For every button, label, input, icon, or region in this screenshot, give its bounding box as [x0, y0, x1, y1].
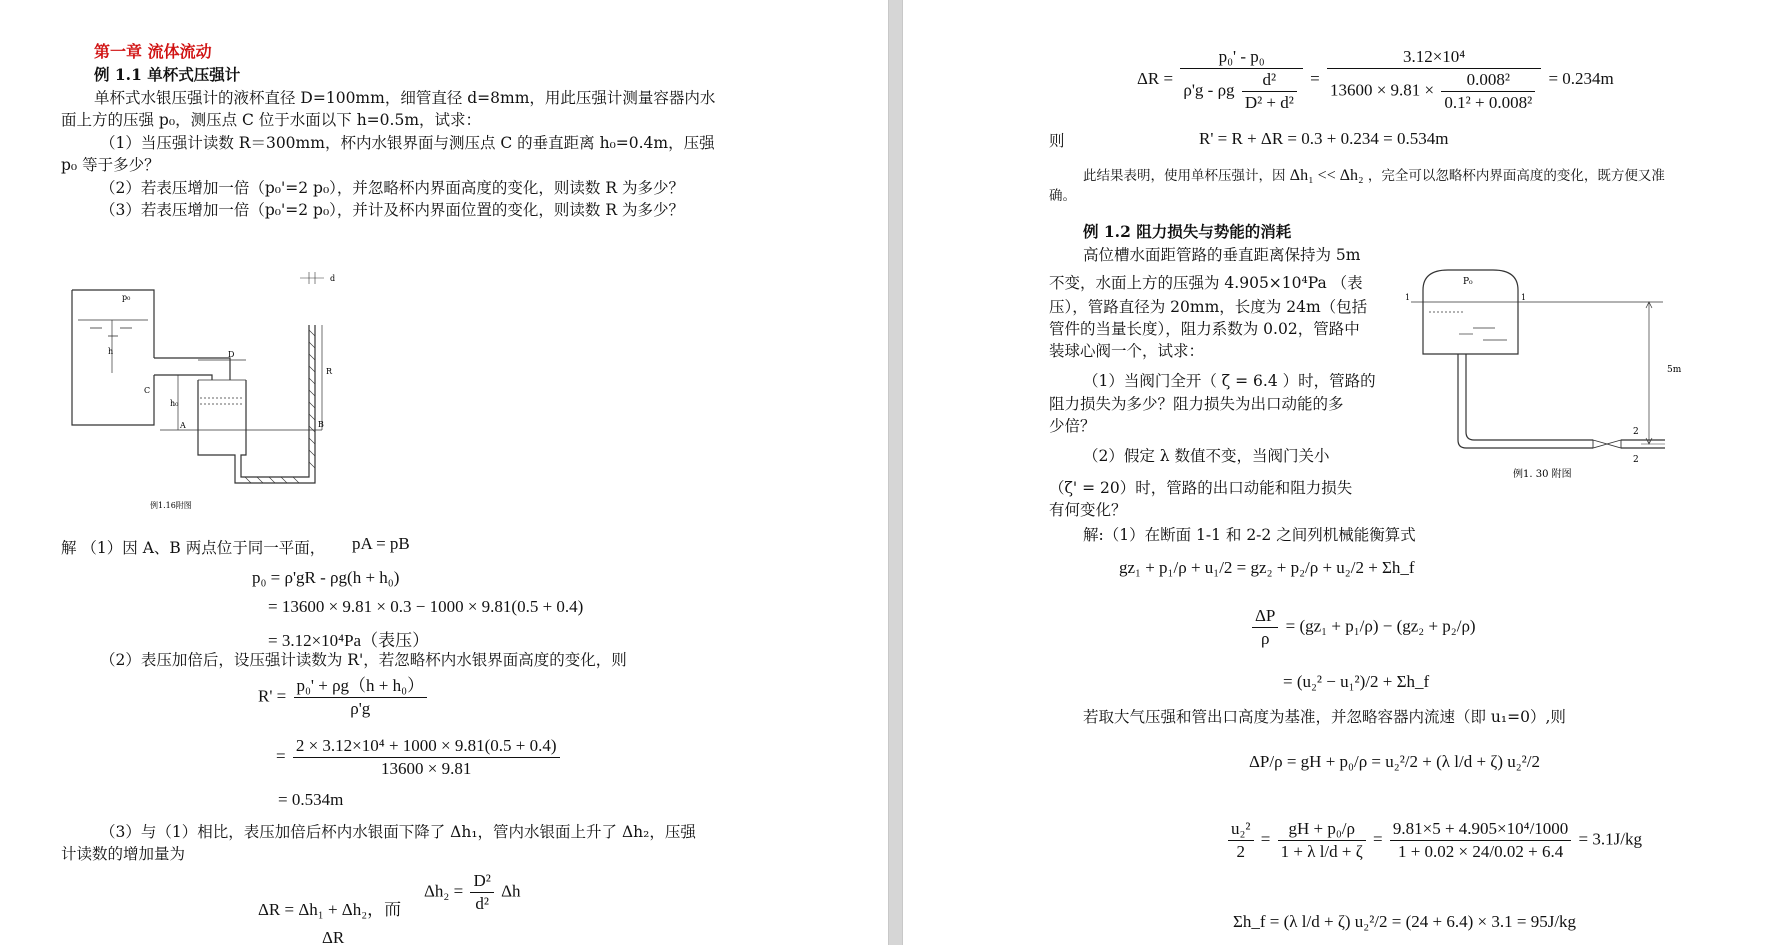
right-page	[903, 0, 1775, 945]
label-B: B	[318, 420, 324, 429]
eq-sum-hf: Σh_f = (λ l/d + ζ) u₂²/2 = (24 + 6.4) × 3.1 = 95J/kg	[1233, 912, 1577, 931]
eq-delta-h2-num: D²	[470, 870, 493, 893]
eq-delta-p-rho-num: ΔP	[1252, 605, 1278, 628]
problem2-line-10: （ζ' = 20）时，管路的出口动能和阻力损失	[1049, 479, 1353, 497]
solution-step2-text: （2）表压加倍后，设压强计读数为 R'，若忽略杯内水银界面高度的变化，则	[100, 651, 627, 669]
eq-delta-r-top	[1137, 46, 1614, 114]
label-5m: 5m	[1667, 365, 1682, 375]
figure-caption-1-30: 例1. 30 附图	[1513, 469, 1572, 480]
eq-delta-r-top-frac1	[1180, 46, 1303, 114]
eq-delta-p-rho	[1249, 605, 1476, 650]
eq-r-prime-result: = 0.534m	[278, 790, 344, 809]
problem-line-4: p₀ 等于多少？	[61, 156, 160, 174]
eq-u2-formula: $\frac{\text{u₂²}}{2}$ = $\frac{\text{gH + p₀/ρ}}{\text{1 + λ l/d + ζ}}$ = $\frac{\text{9.81×5 + 4.905×10⁴/1000}}{1 + 0.02 \times 24/0.02 + 6.4}$ = 3.1J/kg	[1225, 818, 1642, 863]
eq-delta-r-top-inner-frac2	[1441, 69, 1535, 114]
eq-r-prime-den: ρ'g	[350, 699, 371, 718]
eq-delta-h2-den: d²	[475, 894, 489, 913]
eq-delta-r-top-frac2-den	[1327, 69, 1541, 114]
conclusion-text-b: ，完全可以忽略杯内界面高度的变化，既方便又准	[1367, 168, 1665, 184]
eq-p0: p₀ = ρ'gR - ρg(h + h₀)	[252, 568, 400, 587]
eq-r-prime-calc-fraction	[293, 735, 560, 780]
eq-delta-r-top-result: = 0.234m	[1548, 68, 1614, 88]
example-1-1-title: 例 1.1 单杯式压强计	[94, 65, 241, 84]
eq-r-prime-fraction	[294, 675, 428, 720]
eq-u2-frac-lhs: $\frac{\text{u₂²}}{2}$	[1228, 818, 1254, 863]
eq-delta-r-top-inner-frac2-num: 0.008²	[1441, 69, 1535, 92]
eq-delta-h2	[424, 870, 521, 915]
eq-delta-r-top-frac2-num: 3.12×10⁴	[1327, 46, 1541, 69]
eq-p0-calc: = 13600 × 9.81 × 0.3 − 1000 × 9.81(0.5 + 0.4)	[268, 597, 584, 616]
eq-delta-r-top-frac1-den	[1180, 69, 1303, 114]
solution2-note: 若取大气压强和管出口高度为基准，并忽略容器内流速（即 u₁=0）,则	[1083, 708, 1566, 726]
eq-delta-r-top-inner-frac1-num: d²	[1242, 69, 1297, 92]
eq-r-prime-num: p₀' + ρg（h + h₀）	[294, 675, 428, 698]
eq-delta-p-rho-rhs: = (gz₁ + p₁/ρ) − (gz₂ + p₂/ρ)	[1285, 616, 1476, 636]
eq-u2-frac-a: $\frac{\text{gH + p₀/ρ}}{\text{1 + λ l/d + ζ}}$	[1278, 818, 1366, 863]
eq-r-prime-calc-lhs: =	[276, 746, 286, 766]
eq-gh: ΔP/ρ = gH + p₀/ρ = u₂²/2 + (λ l/d + ζ) u₂²/2	[1249, 752, 1540, 771]
label-A: A	[180, 421, 186, 430]
label-p0: p₀	[122, 293, 131, 302]
problem2-line-1: 高位槽水面距管路的垂直距离保持为 5m	[1083, 246, 1361, 264]
conclusion-text-a: 此结果表明，使用单杯压强计，因	[1083, 168, 1286, 184]
problem2-line-9: （2）假定 λ 数值不变，当阀门关小	[1083, 447, 1330, 465]
problem-line-3: （1）当压强计读数 R＝300mm，杯内水银界面与测压点 C 的垂直距离 h₀=0.4m，压强	[100, 134, 715, 152]
conclusion-eq: Δh₁ << Δh₂	[1289, 167, 1364, 184]
eq-delta-h2-rhs: Δh	[501, 881, 521, 901]
page-gutter	[888, 0, 903, 945]
eq-r-prime-calc-num: 2 × 3.12×10⁴ + 1000 × 9.81(0.5 + 0.4)	[293, 735, 560, 758]
label-P0: P₀	[1463, 277, 1473, 287]
manometer-figure	[60, 270, 360, 515]
eq-r-prime	[258, 675, 430, 720]
eq-p0-result: = 3.12×10⁴Pa（表压）	[268, 631, 430, 650]
label-1-right: 1	[1521, 293, 1527, 302]
solution-step3-text-b: 计读数的增加量为	[61, 845, 186, 863]
solution-step3-text-a: （3）与（1）相比，表压加倍后杯内水银面下降了 Δh₁，管内水银面上升了 Δh₂，压强	[100, 823, 696, 841]
eq-delta-p-rho-den: ρ	[1260, 629, 1270, 648]
problem-line-6: （3）若表压增加一倍（p₀'=2 p₀），并计及杯内界面位置的变化，则读数 R 为多少？	[100, 201, 684, 219]
problem-line-2: 面上方的压强 p₀，测压点 C 位于水面以下 h=0.5m，试求：	[61, 111, 482, 129]
then-label: 则	[1049, 132, 1065, 150]
eq-delta-h2-fraction	[470, 870, 493, 915]
tank-pipeline-figure	[1403, 262, 1703, 492]
example-1-2-title: 例 1.2 阻力损失与势能的消耗	[1083, 222, 1292, 241]
label-c: C	[144, 386, 151, 395]
figure-caption-1-16: 例1.16附图	[150, 501, 192, 510]
label-2-top: 2	[1633, 427, 1639, 437]
eq-pa-pb: pA = pB	[352, 534, 410, 553]
problem2-line-2: 不变，水面上方的压强为 4.905×10⁴Pa （表	[1049, 274, 1363, 292]
eq-delta-r-top-lhs: ΔR =	[1137, 68, 1174, 88]
problem-line-1: 单杯式水银压强计的液杯直径 D=100mm，细管直径 d=8mm，用此压强计测量容器内水	[94, 89, 716, 107]
eq-delta-r-top-inner-frac2-den: 0.1² + 0.008²	[1444, 93, 1533, 112]
eq-delta-r-partial: ΔR	[322, 928, 345, 945]
eq-delta-r-top-frac1-num: p₀' - p₀	[1180, 46, 1303, 69]
eq-delta-h2-lhs: Δh₂ =	[424, 881, 464, 901]
label-d: d	[330, 274, 336, 283]
eq-r-prime-calc-den: 13600 × 9.81	[381, 759, 472, 778]
label-h0: h₀	[170, 399, 179, 408]
eq-delta-r-top-inner-frac1	[1242, 69, 1297, 114]
label-2-bottom: 2	[1633, 455, 1639, 465]
problem2-line-7: 阻力损失为多少？阻力损失为出口动能的多	[1049, 395, 1344, 413]
label-h: h	[108, 347, 114, 356]
eq-delta-r-top-inner-frac1-den: D² + d²	[1244, 93, 1294, 112]
eq-r-prime-lhs: R' =	[258, 686, 287, 706]
problem2-line-5: 装球心阀一个，试求：	[1049, 342, 1205, 360]
problem-line-5: （2）若表压增加一倍（p₀'=2 p₀），并忽略杯内界面高度的变化，则读数 R 为多少？	[100, 179, 684, 197]
eq-u2-result: = 3.1J/kg	[1578, 829, 1642, 849]
chapter-title: 第一章 流体流动	[94, 42, 212, 61]
eq-velocity-diff: = (u₂² − u₁²)/2 + Σh_f	[1283, 672, 1430, 691]
label-R: R	[326, 367, 333, 376]
eq-energy-balance: gz₁ + p₁/ρ + u₁/2 = gz₂ + p₂/ρ + u₂/2 + Σh_f	[1119, 558, 1415, 577]
problem2-line-3: 压），管路直径为 20mm，长度为 24m（包括	[1049, 298, 1368, 316]
problem2-line-8: 少倍？	[1049, 417, 1096, 435]
eq-delta-r-top-equals: =	[1310, 68, 1320, 88]
conclusion-line-1	[1083, 166, 1665, 186]
eq-u2-frac-b: $\frac{\text{9.81×5 + 4.905×10⁴/1000}}{1 + 0.02 \times 24/0.02 + 6.4}$	[1390, 818, 1571, 863]
solution2-intro: 解:（1）在断面 1-1 和 2-2 之间列机械能衡算式	[1083, 526, 1416, 544]
eq-delta-r-top-frac2-den-a: 13600 × 9.81 ×	[1329, 80, 1435, 100]
label-D: D	[228, 350, 235, 359]
solution-step1-text: 解 （1）因 A、B 两点位于同一平面，	[61, 539, 326, 557]
eq-delta-r-top-frac2	[1327, 46, 1541, 114]
eq-delta-r-top-frac1-den-a: ρ'g - ρg	[1183, 80, 1235, 100]
label-1-left: 1	[1405, 293, 1411, 302]
eq-delta-p-rho-fraction	[1252, 605, 1278, 650]
problem2-line-6: （1）当阀门全开（ ζ = 6.4 ）时，管路的	[1083, 372, 1376, 390]
eq-r-prime-final: R' = R + ΔR = 0.3 + 0.234 = 0.534m	[1199, 129, 1449, 148]
eq-r-prime-calc	[276, 735, 563, 780]
eq-delta-r: ΔR = Δh₁ + Δh₂，而	[258, 900, 402, 919]
problem2-line-4: 管件的当量长度），阻力系数为 0.02，管路中	[1049, 320, 1360, 338]
problem2-line-11: 有何变化？	[1049, 501, 1127, 519]
conclusion-line-2: 确。	[1049, 188, 1076, 204]
